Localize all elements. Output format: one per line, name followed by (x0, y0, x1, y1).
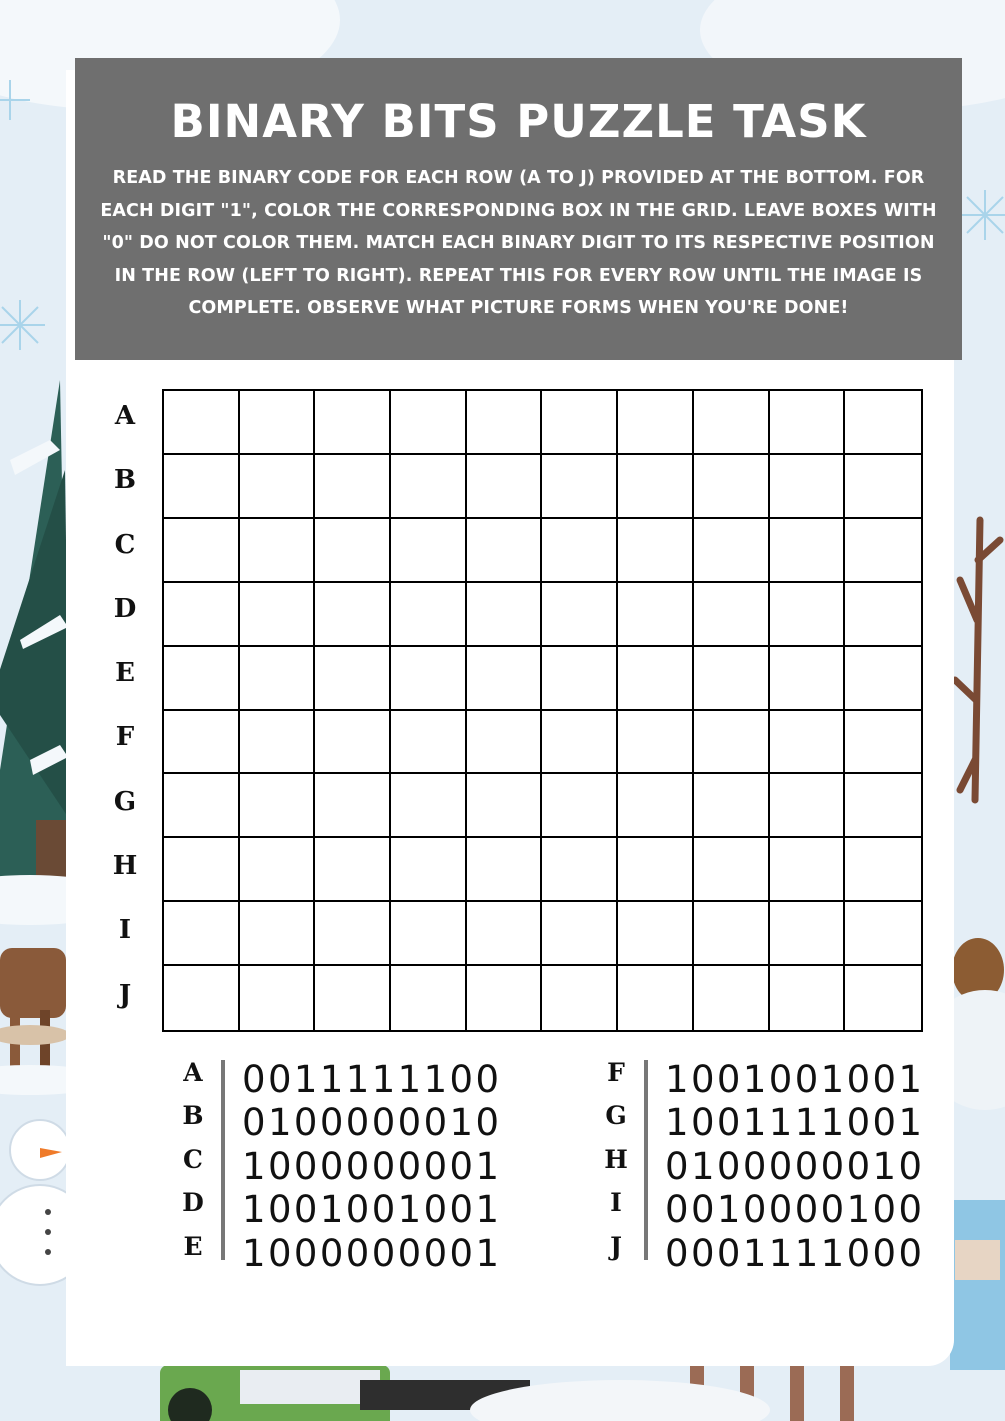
code-row-letter: I (610, 1188, 622, 1218)
row-label-h: H (112, 851, 138, 882)
code-row-letter: J (610, 1231, 622, 1261)
grid-cell-i-7[interactable] (618, 902, 694, 966)
grid-cell-e-9[interactable] (770, 647, 846, 711)
grid-cell-h-5[interactable] (467, 838, 543, 902)
grid-cell-d-6[interactable] (542, 583, 618, 647)
code-row-letter: D (182, 1188, 204, 1218)
grid-cell-f-10[interactable] (845, 711, 921, 775)
grid-cell-b-5[interactable] (467, 455, 543, 519)
code-divider-right (644, 1060, 648, 1260)
grid-cell-g-7[interactable] (618, 774, 694, 838)
grid-cell-g-2[interactable] (240, 774, 316, 838)
grid-cell-j-1[interactable] (164, 966, 240, 1030)
grid-cell-e-3[interactable] (315, 647, 391, 711)
grid-cell-j-10[interactable] (845, 966, 921, 1030)
grid-cell-f-4[interactable] (391, 711, 467, 775)
grid-cell-j-5[interactable] (467, 966, 543, 1030)
grid-cell-d-9[interactable] (770, 583, 846, 647)
grid-cell-f-2[interactable] (240, 711, 316, 775)
grid-cell-c-7[interactable] (618, 519, 694, 583)
code-row-binary: 1000000001 (242, 1231, 502, 1275)
grid-cell-e-1[interactable] (164, 647, 240, 711)
grid-cell-f-6[interactable] (542, 711, 618, 775)
header-banner (75, 58, 962, 360)
grid-cell-h-8[interactable] (694, 838, 770, 902)
grid-cell-i-9[interactable] (770, 902, 846, 966)
grid-cell-c-2[interactable] (240, 519, 316, 583)
row-label-e: E (115, 658, 135, 689)
row-label-a: A (114, 401, 136, 431)
code-divider-left (221, 1060, 225, 1260)
code-row-binary: 0001111000 (665, 1231, 925, 1275)
grid-cell-d-1[interactable] (164, 583, 240, 647)
grid-cell-h-1[interactable] (164, 838, 240, 902)
grid-cell-i-8[interactable] (694, 902, 770, 966)
grid-cell-h-9[interactable] (770, 838, 846, 902)
grid-cell-g-9[interactable] (770, 774, 846, 838)
code-row-binary: 1001111001 (665, 1101, 925, 1145)
grid-cell-g-8[interactable] (694, 774, 770, 838)
code-row-letter: C (183, 1144, 203, 1174)
grid-cell-j-4[interactable] (391, 966, 467, 1030)
grid-cell-a-3[interactable] (315, 391, 391, 455)
row-label-b: B (114, 465, 136, 496)
grid-cell-c-1[interactable] (164, 519, 240, 583)
grid-cell-a-2[interactable] (240, 391, 316, 455)
grid-cell-i-3[interactable] (315, 902, 391, 966)
grid-cell-c-8[interactable] (694, 519, 770, 583)
grid-cell-j-8[interactable] (694, 966, 770, 1030)
grid-cell-e-8[interactable] (694, 647, 770, 711)
grid-cell-b-10[interactable] (845, 455, 921, 519)
grid-cell-e-10[interactable] (845, 647, 921, 711)
code-row-letter: F (607, 1058, 625, 1087)
code-row-binary: 0100000010 (242, 1101, 502, 1145)
grid-cell-g-6[interactable] (542, 774, 618, 838)
grid-cell-j-9[interactable] (770, 966, 846, 1030)
code-row-binary: 1000000001 (242, 1144, 502, 1188)
grid-cell-c-6[interactable] (542, 519, 618, 583)
grid-cell-d-10[interactable] (845, 583, 921, 647)
grid-cell-j-2[interactable] (240, 966, 316, 1030)
grid-cell-g-1[interactable] (164, 774, 240, 838)
grid-cell-f-1[interactable] (164, 711, 240, 775)
grid-cell-e-5[interactable] (467, 647, 543, 711)
grid-cell-i-4[interactable] (391, 902, 467, 966)
code-row-letter: E (183, 1231, 203, 1261)
grid-cell-h-7[interactable] (618, 838, 694, 902)
grid-cell-e-7[interactable] (618, 647, 694, 711)
grid-cell-f-9[interactable] (770, 711, 846, 775)
grid-cell-h-10[interactable] (845, 838, 921, 902)
grid-cell-b-9[interactable] (770, 455, 846, 519)
grid-cell-i-6[interactable] (542, 902, 618, 966)
grid-cell-c-4[interactable] (391, 519, 467, 583)
row-label-i: I (118, 915, 132, 946)
grid-cell-a-8[interactable] (694, 391, 770, 455)
grid-cell-c-9[interactable] (770, 519, 846, 583)
row-label-c: C (114, 529, 136, 560)
grid-cell-b-6[interactable] (542, 455, 618, 519)
grid-cell-g-10[interactable] (845, 774, 921, 838)
grid-cell-h-3[interactable] (315, 838, 391, 902)
grid-cell-g-3[interactable] (315, 774, 391, 838)
code-row-letter: G (605, 1101, 627, 1131)
instructions-text: READ THE BINARY CODE FOR EACH ROW (A TO J) PROVIDED AT THE BOTTOM. FOR EACH DIGIT "1", COLOR THE CORRESPONDING BOX IN THE GRID. LEAVE BOXES WITH "0" DO NOT COLOR THEM. MATCH EACH BINARY DIGIT TO ITS RESPECTIVE POSITION IN THE ROW (LEFT TO RIGHT). REPEAT THIS FOR EVERY ROW UNTIL THE IMAGE IS COMPLETE. OBSERVE WHAT PICTURE FORMS WHEN YOU'RE DONE! (100, 168, 937, 318)
grid-cell-b-2[interactable] (240, 455, 316, 519)
grid-cell-a-4[interactable] (391, 391, 467, 455)
grid-cell-d-7[interactable] (618, 583, 694, 647)
grid-cell-c-10[interactable] (845, 519, 921, 583)
grid-cell-b-7[interactable] (618, 455, 694, 519)
grid-cell-d-4[interactable] (391, 583, 467, 647)
code-row-letter: B (182, 1101, 204, 1131)
grid-cell-f-3[interactable] (315, 711, 391, 775)
grid-cell-b-1[interactable] (164, 455, 240, 519)
grid-cell-d-8[interactable] (694, 583, 770, 647)
grid-cell-h-2[interactable] (240, 838, 316, 902)
grid-cell-g-5[interactable] (467, 774, 543, 838)
grid-cell-g-4[interactable] (391, 774, 467, 838)
grid-cell-a-5[interactable] (467, 391, 543, 455)
grid-cell-j-6[interactable] (542, 966, 618, 1030)
grid-cell-b-8[interactable] (694, 455, 770, 519)
grid-cell-i-2[interactable] (240, 902, 316, 966)
code-row-binary: 1001001001 (242, 1188, 502, 1232)
grid-cell-a-10[interactable] (845, 391, 921, 455)
grid-cell-a-6[interactable] (542, 391, 618, 455)
page-title: BINARY BITS PUZZLE TASK (170, 95, 867, 148)
puzzle-grid (162, 389, 923, 1032)
grid-cell-a-9[interactable] (770, 391, 846, 455)
grid-cell-a-1[interactable] (164, 391, 240, 455)
grid-cell-b-3[interactable] (315, 455, 391, 519)
grid-cell-e-4[interactable] (391, 647, 467, 711)
code-row-binary: 0010000100 (665, 1188, 925, 1232)
grid-cell-d-3[interactable] (315, 583, 391, 647)
code-row-binary: 0100000010 (665, 1144, 925, 1188)
grid-cell-e-6[interactable] (542, 647, 618, 711)
grid-cell-c-3[interactable] (315, 519, 391, 583)
grid-cell-j-3[interactable] (315, 966, 391, 1030)
code-row-letter: H (604, 1144, 628, 1174)
grid-cell-j-7[interactable] (618, 966, 694, 1030)
grid-cell-e-2[interactable] (240, 647, 316, 711)
grid-cell-f-5[interactable] (467, 711, 543, 775)
grid-cell-d-5[interactable] (467, 583, 543, 647)
grid-cell-c-5[interactable] (467, 519, 543, 583)
grid-cell-d-2[interactable] (240, 583, 316, 647)
grid-cell-i-5[interactable] (467, 902, 543, 966)
code-row-binary: 1001001001 (665, 1058, 925, 1101)
grid-cell-i-1[interactable] (164, 902, 240, 966)
grid-cell-h-6[interactable] (542, 838, 618, 902)
grid-cell-f-7[interactable] (618, 711, 694, 775)
row-label-d: D (113, 593, 137, 624)
code-row-binary: 0011111100 (242, 1058, 502, 1101)
grid-row-labels (100, 390, 150, 1033)
grid-cell-i-10[interactable] (845, 902, 921, 966)
row-label-g: G (113, 786, 137, 817)
code-row-letter: A (183, 1058, 203, 1087)
grid-cell-a-7[interactable] (618, 391, 694, 455)
grid-cell-b-4[interactable] (391, 455, 467, 519)
row-label-j: J (118, 979, 132, 1010)
grid-cell-f-8[interactable] (694, 711, 770, 775)
row-label-f: F (115, 722, 135, 753)
grid-cell-h-4[interactable] (391, 838, 467, 902)
